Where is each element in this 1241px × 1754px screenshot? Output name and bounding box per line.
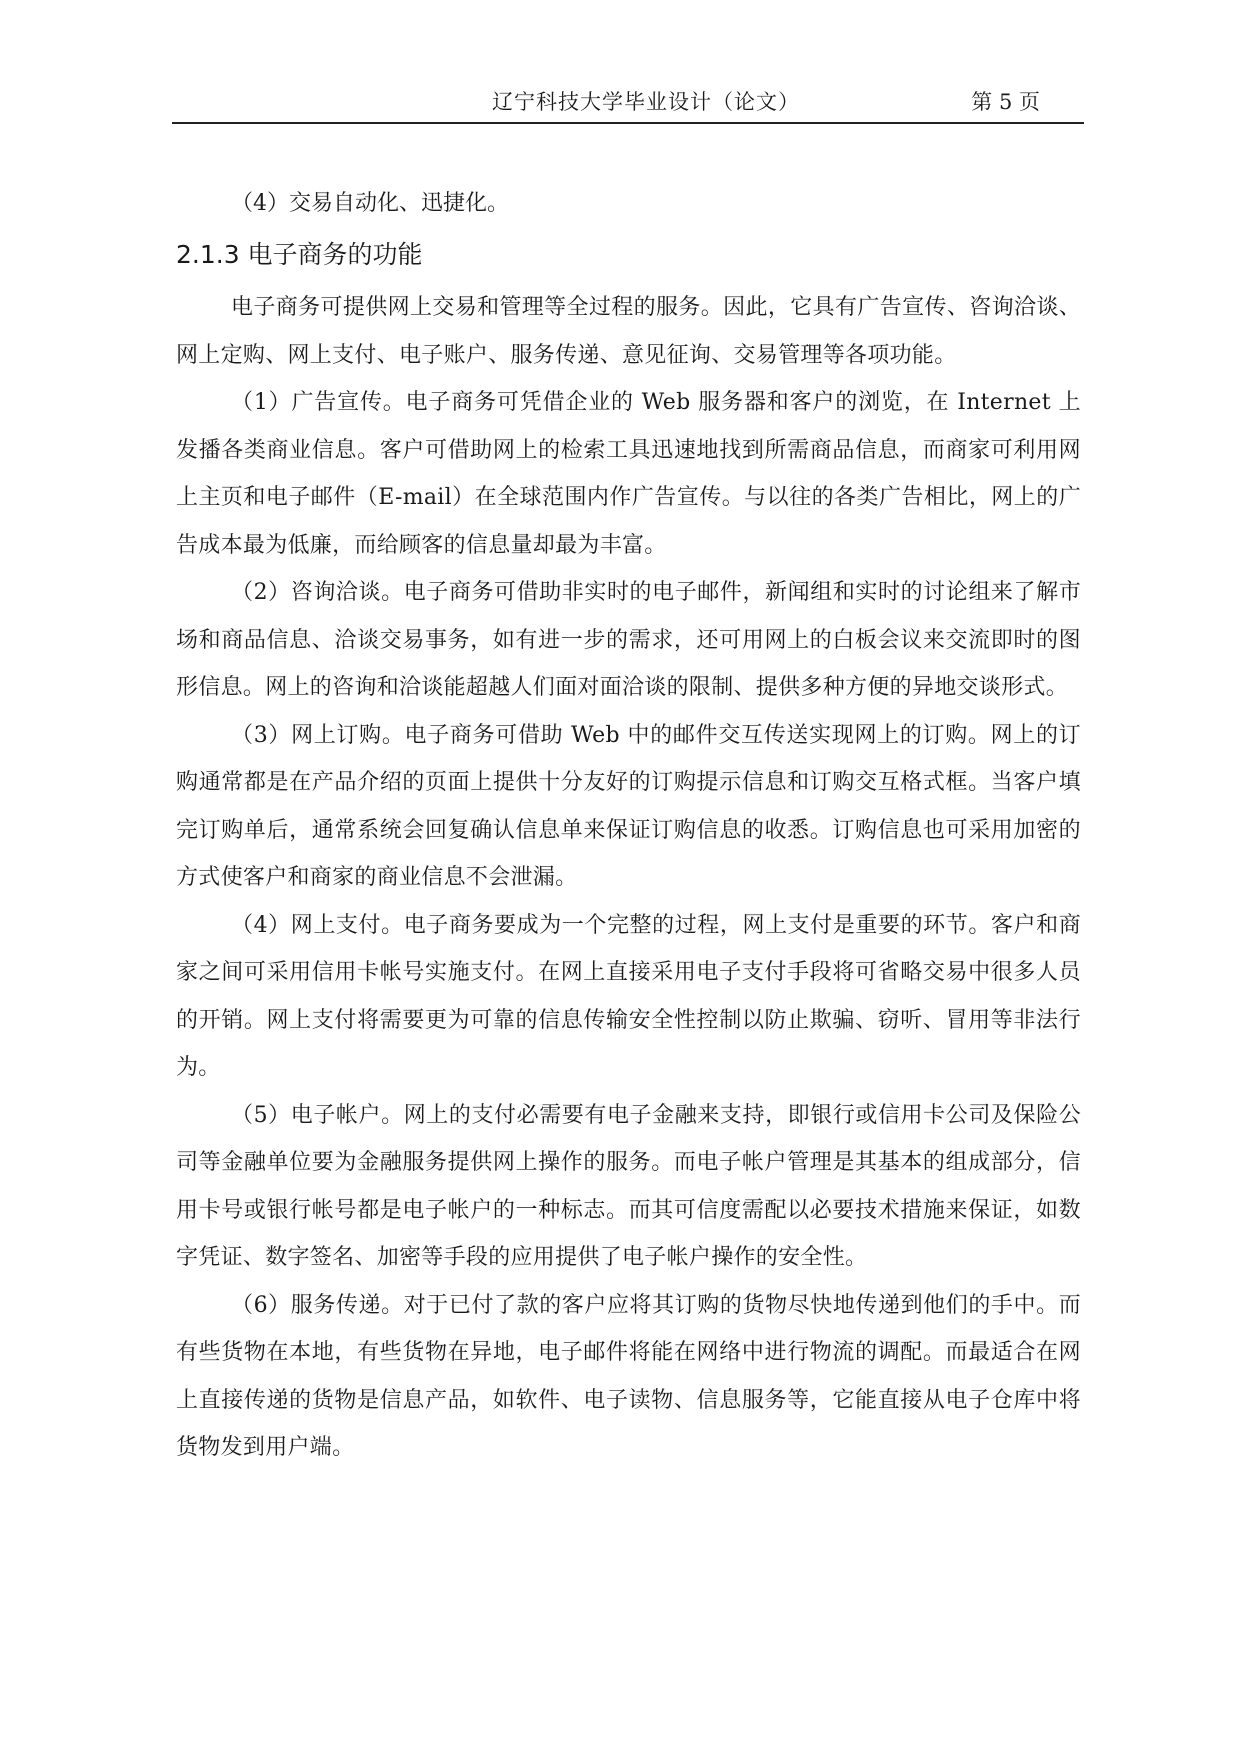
- paragraph-online-payment: （4）网上支付。电子商务要成为一个完整的过程，网上支付是重要的环节。客户和商家之间可采用信用卡帐号实施支付。在网上直接采用电子支付手段将可省略交易中很多人员的开销。网上支付将需要更为可靠的信息传输安全性控制以防止欺骗、窃听、冒用等非法行为。: [176, 912, 1081, 1080]
- paragraph-overview: 电子商务可提供网上交易和管理等全过程的服务。因此，它具有广告宣传、咨询洽谈、网上定购、网上支付、电子账户、服务传递、意见征询、交易管理等各项功能。: [176, 295, 1081, 368]
- paragraph-service-delivery: （6）服务传递。对于已付了款的客户应将其订购的货物尽快地传递到他们的手中。而有些货物在本地，有些货物在异地，电子邮件将能在网络中进行物流的调配。而最适合在网上直接传递的货物是信息产品，如软件、电子读物、信息服务等，它能直接从电子仓库中将货物发到用户端。: [176, 1292, 1081, 1460]
- list-item-intro: （4）交易自动化、迅捷化。: [231, 191, 509, 216]
- paragraph-advertising: （1）广告宣传。电子商务可凭借企业的 Web 服务器和客户的浏览，在 Internet 上发播各类商业信息。客户可借助网上的检索工具迅速地找到所需商品信息，而商家可利用网上主页和电子邮件（E-mail）在全球范围内作广告宣传。与以往的各类广告相比，网上的广告成本最为低廉，而给顾客的信息量却最为丰富。: [176, 390, 1081, 558]
- document-body: [176, 180, 1081, 1472]
- paragraph-electronic-account: （5）电子帐户。网上的支付必需要有电子金融来支持，即银行或信用卡公司及保险公司等金融单位要为金融服务提供网上操作的服务。而电子帐户管理是其基本的组成部分，信用卡号或银行帐号都是电子帐户的一种标志。而其可信度需配以必要技术措施来保证，如数字凭证、数字签名、加密等手段的应用提供了电子帐户操作的安全性。: [176, 1102, 1081, 1270]
- header-page-number: 第 5 页: [971, 90, 1040, 114]
- paragraph-consultation: （2）咨询洽谈。电子商务可借助非实时的电子邮件，新闻组和实时的讨论组来了解市场和商品信息、洽谈交易事务，如有进一步的需求，还可用网上的白板会议来交流即时的图形信息。网上的咨询和洽谈能超越人们面对面洽谈的限制、提供多种方便的异地交谈形式。: [176, 580, 1081, 700]
- section-heading: 2.1.3 电子商务的功能: [176, 240, 423, 269]
- page-header: [172, 82, 1084, 124]
- paragraph-online-ordering: （3）网上订购。电子商务可借助 Web 中的邮件交互传送实现网上的订购。网上的订购通常都是在产品介绍的页面上提供十分友好的订购提示信息和订购交互格式框。当客户填完订购单后，通常系统会回复确认信息单来保证订购信息的收悉。订购信息也可采用加密的方式使客户和商家的商业信息不会泄漏。: [176, 722, 1081, 890]
- header-title: 辽宁科技大学毕业设计（论文）: [492, 90, 800, 114]
